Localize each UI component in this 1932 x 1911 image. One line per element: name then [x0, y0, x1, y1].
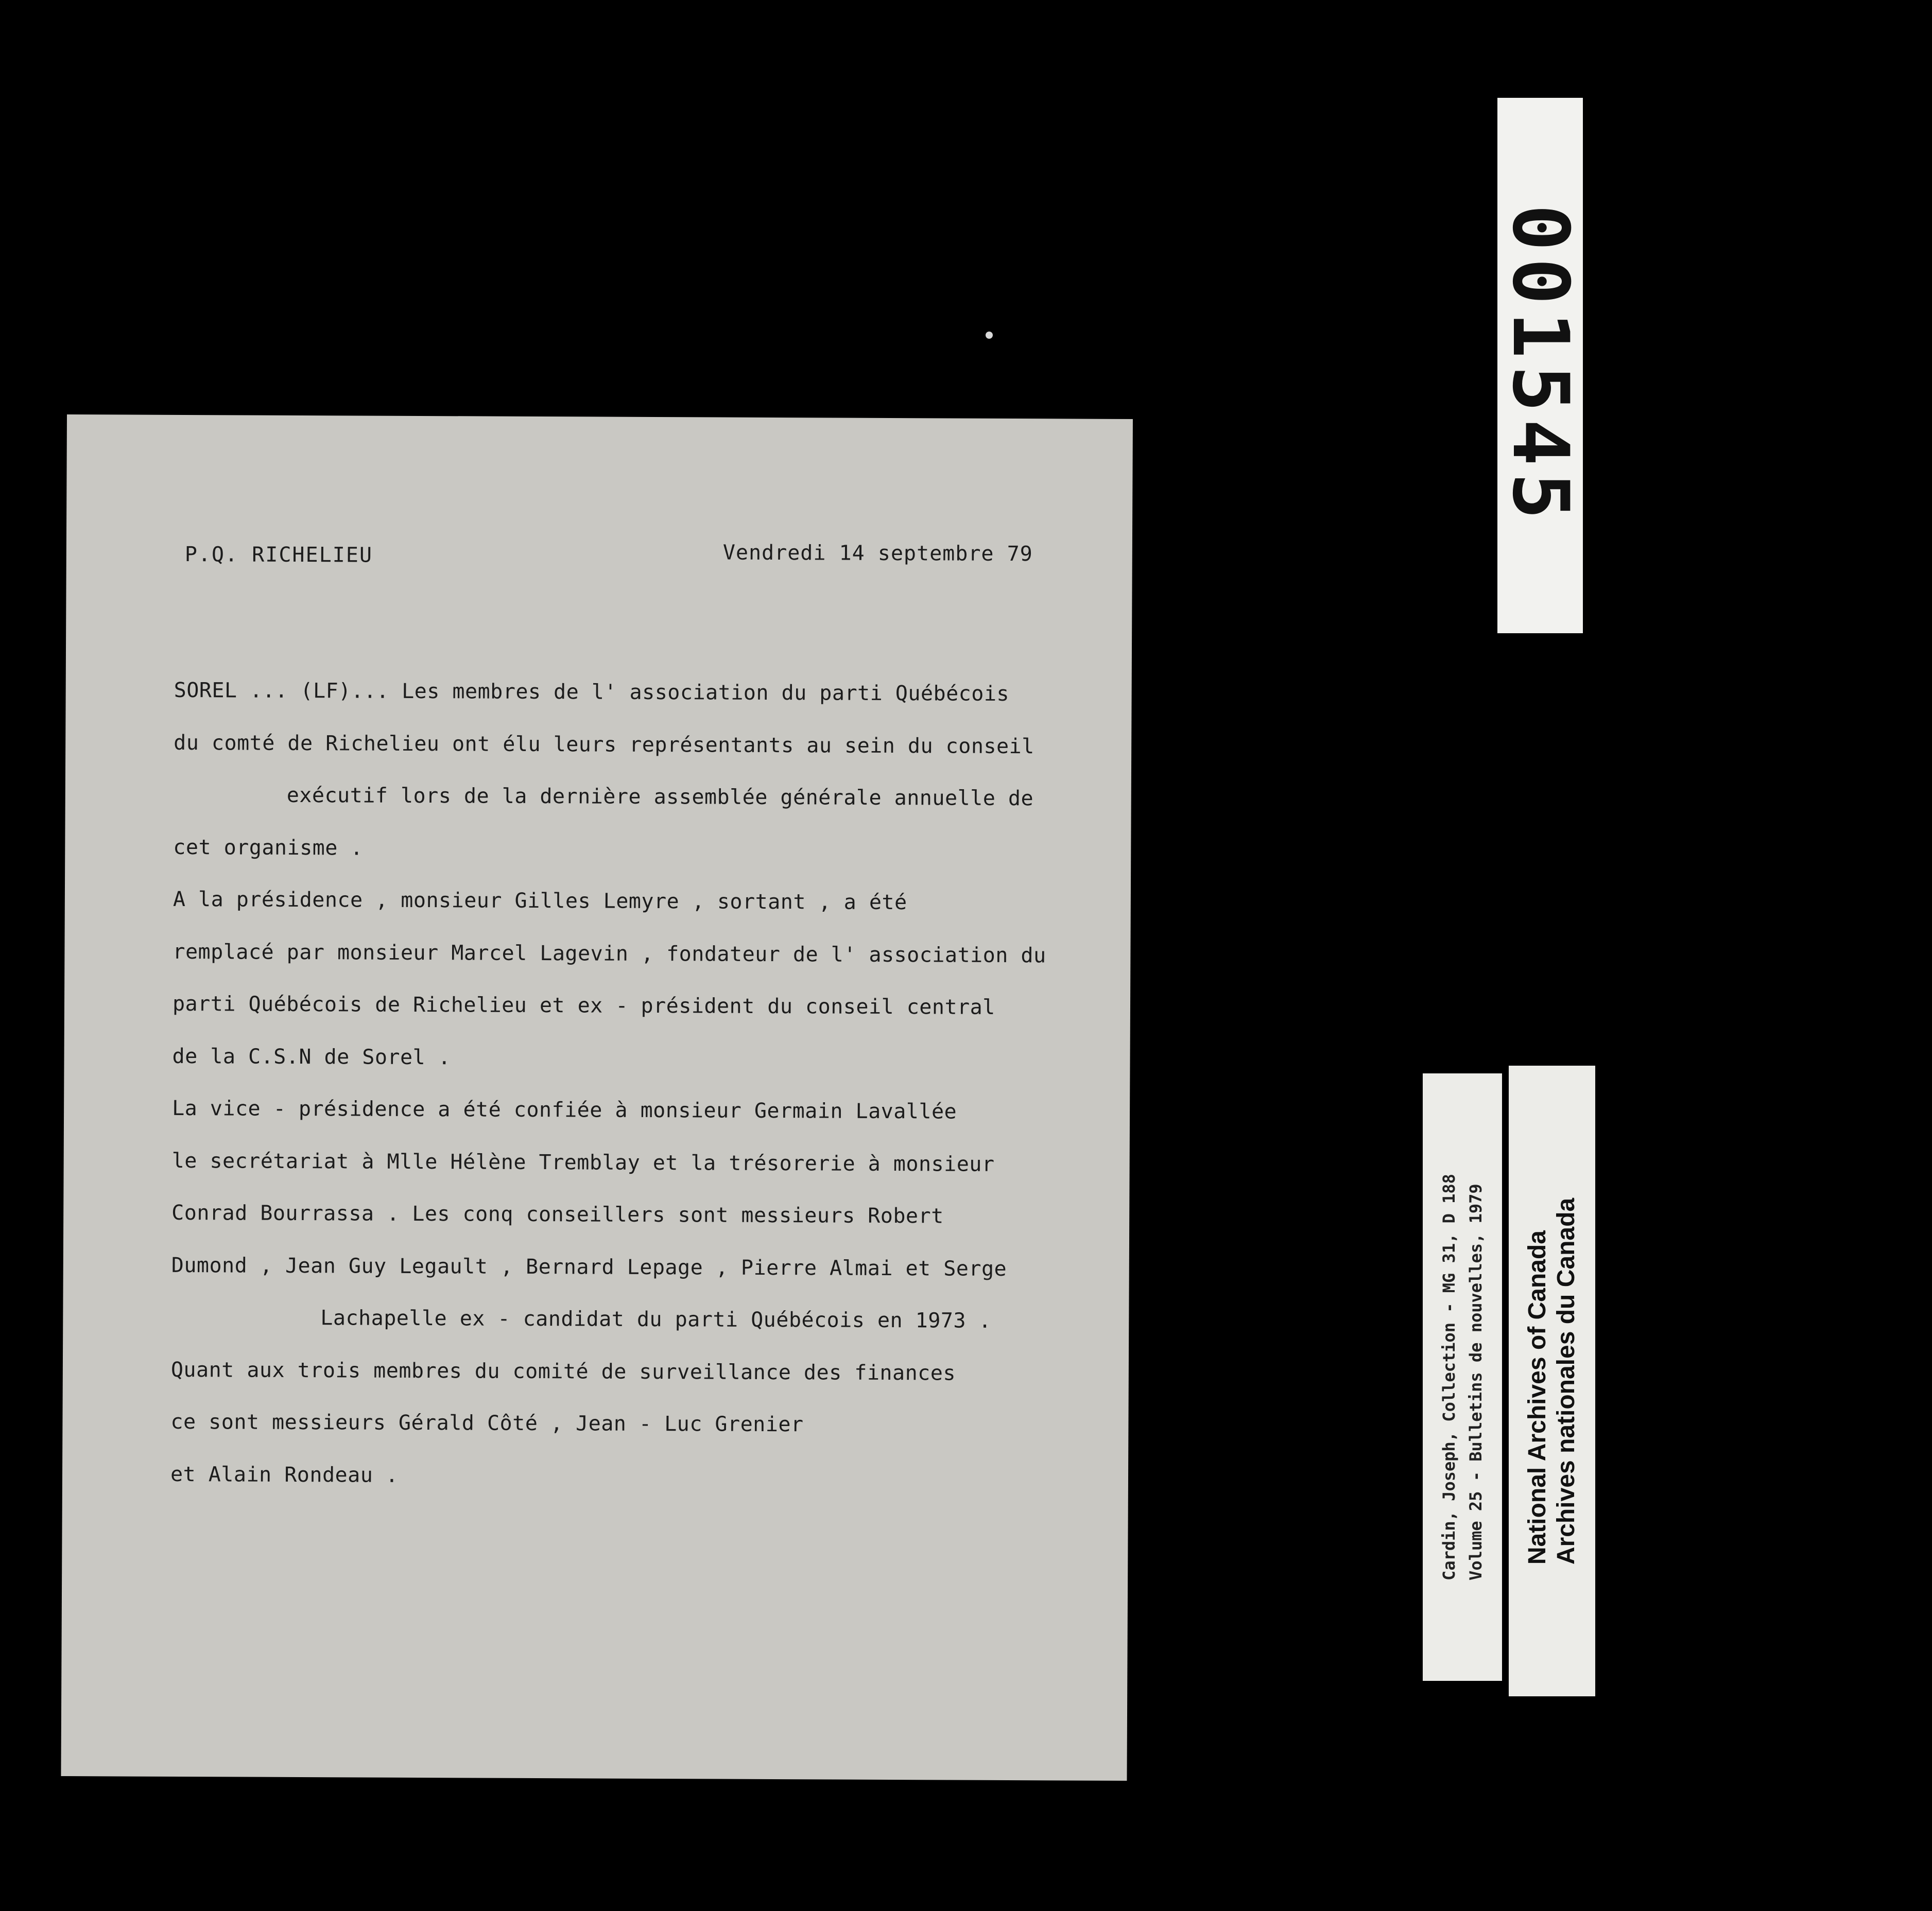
typed-document: [61, 414, 1133, 1781]
text-line: A la présidence , monsieur Gilles Lemyre , sortant , a été: [173, 887, 907, 915]
text-line: Lachapelle ex - candidat du parti Québécois en 1973 .: [320, 1306, 992, 1333]
collection-label-text: [1436, 1174, 1489, 1580]
document-body: [170, 675, 1152, 1515]
collection-volume: Volume 25 - Bulletins de nouvelles, 1979: [1466, 1184, 1486, 1580]
text-line: de la C.S.N de Sorel .: [172, 1044, 451, 1069]
film-speck: [986, 332, 993, 339]
frame-number: 001545: [1495, 204, 1585, 527]
text-line: Conrad Bourrassa . Les conq conseillers sont messieurs Robert: [171, 1201, 944, 1228]
text-line: le secrétariat à Mlle Hélène Tremblay et la trésorerie à monsieur: [171, 1149, 995, 1176]
archives-label: [1509, 1066, 1595, 1696]
text-line: et Alain Rondeau .: [170, 1462, 399, 1487]
text-line: du comté de Richelieu ont élu leurs représentants au sein du conseil: [174, 731, 1034, 758]
frame-number-strip: [1497, 98, 1583, 633]
document-date: Vendredi 14 septembre 79: [722, 541, 1033, 566]
text-line: La vice - présidence a été confiée à monsieur Germain Lavallée: [172, 1096, 957, 1124]
text-line: remplacé par monsieur Marcel Lagevin , fondateur de l' association du: [173, 940, 1046, 967]
document-header-left: P.Q. RICHELIEU: [184, 543, 373, 567]
text-line: ce sont messieurs Gérald Côté , Jean - Luc Grenier: [170, 1410, 804, 1437]
text-line: Dumond , Jean Guy Legault , Bernard Lepage , Pierre Almai et Serge: [171, 1253, 1007, 1281]
archives-label-text: [1523, 1197, 1581, 1564]
archives-name-english: National Archives of Canada: [1524, 1230, 1551, 1565]
text-line: SOREL ... (LF)... Les membres de l' association du parti Québécois: [174, 678, 1010, 706]
text-line: cet organisme .: [173, 835, 364, 860]
text-line: exécutif lors de la dernière assemblée générale annuelle de: [286, 783, 1034, 811]
collection-label: [1423, 1073, 1502, 1681]
text-line: Quant aux trois membres du comité de surveillance des finances: [170, 1358, 956, 1385]
collection-title: Cardin, Joseph, Collection - MG 31, D 188: [1439, 1174, 1459, 1580]
archives-name-french: Archives nationales du Canada: [1553, 1197, 1580, 1565]
text-line: parti Québécois de Richelieu et ex - président du conseil central: [172, 992, 995, 1019]
